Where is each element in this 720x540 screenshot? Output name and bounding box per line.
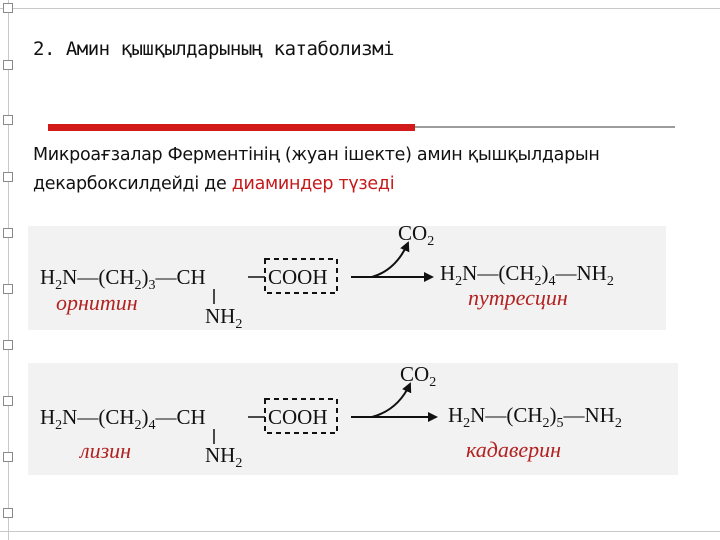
co2-label: $CO_2$ xyxy=(398,221,435,249)
amino-group: $NH_2$ xyxy=(205,304,243,332)
product-formula: $H_2N—(CH_2)_5—NH_2$ xyxy=(448,403,622,431)
slide-title: 2. Амин қышқылдарының катаболизмі xyxy=(33,38,394,60)
reaction-2 xyxy=(40,362,622,471)
svg-text:H2N—(CH2)3—CH: $H_2N—(CH_2)_3—CH$ xyxy=(40,265,206,293)
reactant-formula xyxy=(40,265,328,293)
reactant-name-lysine: лизин xyxy=(80,438,132,463)
co2-release-arrow xyxy=(372,384,410,417)
body-highlight: диаминдер түзеді xyxy=(231,174,395,194)
reaction-1 xyxy=(40,221,614,332)
body-line-2: декарбоксилдейді де xyxy=(33,174,232,194)
product-formula: $H_2N—(CH_2)_4—NH_2$ xyxy=(440,261,614,289)
svg-text:H2N—(CH2)4—CH: $H_2N—(CH_2)_4—CH$ xyxy=(40,405,206,433)
amino-group: $NH_2$ xyxy=(205,443,243,471)
co2-label: $CO_2$ xyxy=(400,362,437,390)
svg-text:COOH: COOH xyxy=(268,265,328,289)
reactant-formula xyxy=(40,405,328,433)
co2-release-arrow xyxy=(372,243,408,277)
product-name-putrescine: путресцин xyxy=(468,285,568,310)
product-name-cadaverine: кадаверин xyxy=(466,437,562,462)
svg-text:COOH: COOH xyxy=(268,405,328,429)
reactant-name-ornithine: орнитин xyxy=(56,290,138,315)
body-line-1: Микроағзалар Ферментінің (жуан ішекте) амин қышқылдарын xyxy=(33,145,600,165)
